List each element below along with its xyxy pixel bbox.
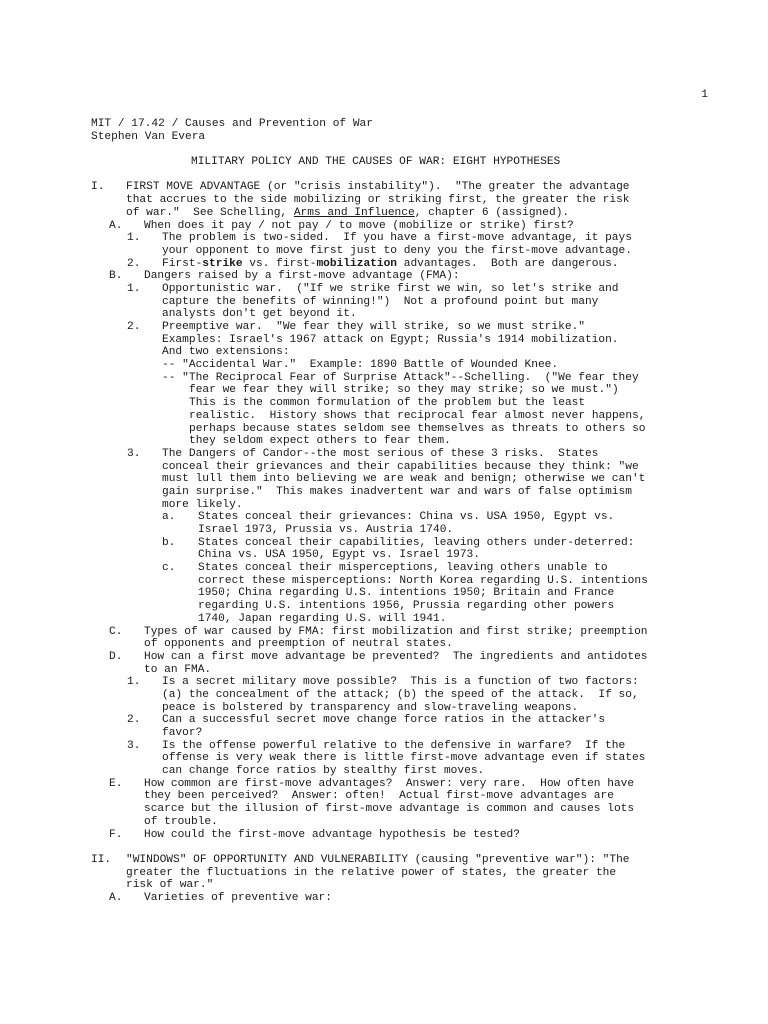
text-run: analysts don't get beyond it.	[162, 308, 357, 321]
bold-term: mobilization	[316, 257, 398, 270]
outline-line	[91, 892, 731, 905]
text-run: of opponents and preemption of neutral states.	[144, 638, 453, 651]
author-line	[91, 131, 731, 144]
outline-line	[91, 397, 731, 410]
text-run: regarding U.S. intentions 1956, Prussia regarding other powers	[198, 600, 615, 613]
outline-line	[91, 867, 731, 880]
outline-line	[91, 752, 731, 765]
spacer	[91, 143, 731, 156]
outline-marker: 1.	[127, 282, 141, 295]
outline-line	[91, 740, 731, 753]
outline-text	[126, 181, 630, 194]
outline-text	[198, 613, 446, 626]
outline-marker: D.	[109, 650, 123, 663]
outline-text	[162, 727, 202, 740]
text-run: risk of war."	[126, 879, 214, 892]
outline-text	[162, 245, 632, 258]
outline-line	[91, 600, 731, 613]
outline-line	[91, 245, 731, 258]
outline-line	[91, 410, 731, 423]
outline-line	[91, 778, 731, 791]
outline-marker: 3.	[127, 739, 141, 752]
outline-text	[162, 334, 619, 347]
outline-line	[91, 499, 731, 512]
outline-text	[162, 461, 639, 474]
outline-text	[198, 524, 453, 537]
text-run: to an FMA.	[144, 663, 212, 676]
text-run: -- "Accidental War." Example: 1890 Battle of Wounded Knee.	[162, 359, 559, 372]
spacer	[91, 841, 731, 854]
outline-text	[126, 879, 213, 892]
outline-line	[91, 790, 731, 803]
book-title: Arms and Influence	[293, 206, 415, 219]
course-title: MIT / 17.42 / Causes and Prevention of War	[91, 118, 373, 130]
outline-line	[91, 664, 731, 677]
outline-marker: 3.	[127, 447, 141, 460]
outline-line	[91, 575, 731, 588]
text-run: Can a successful secret move change force ratios in the attacker's	[162, 714, 606, 727]
outline-text	[144, 816, 218, 829]
outline	[91, 181, 731, 904]
outline-text	[126, 867, 616, 880]
outline-text	[162, 473, 645, 486]
outline-line	[91, 448, 731, 461]
outline-line	[91, 423, 731, 436]
outline-text	[198, 600, 614, 613]
text-run: capture the benefits of winning!") Not a profound point but many	[162, 295, 599, 308]
outline-text	[162, 740, 625, 753]
outline-text	[162, 308, 357, 321]
outline-line	[91, 321, 731, 334]
text-run: States conceal their misperceptions, leaving others unable to	[198, 562, 608, 575]
outline-line	[91, 372, 731, 385]
outline-text	[198, 562, 608, 575]
outline-text	[162, 372, 639, 385]
outline-text	[162, 676, 639, 689]
text-run: The problem is two-sided. If you have a first-move advantage, it pays	[162, 232, 632, 245]
outline-text	[162, 359, 558, 372]
text-run: correct these misperceptions: North Korea regarding U.S. intentions	[198, 574, 648, 587]
outline-text	[144, 778, 634, 791]
text-run: can change force ratios by stealthy first moves.	[162, 765, 485, 778]
text-run: they been perceived? Answer: often! Actual first-move advantages are	[144, 790, 614, 803]
outline-line	[91, 181, 731, 194]
text-run: more likely.	[162, 498, 243, 511]
outline-line	[91, 207, 731, 220]
outline-line	[91, 854, 731, 867]
text-run: Is a secret military move possible? This is a function of two factors:	[162, 676, 639, 689]
outline-line	[91, 270, 731, 283]
outline-line	[91, 638, 731, 651]
text-run: your opponent to move first just to deny you the first-move advantage.	[162, 244, 632, 257]
outline-line	[91, 359, 731, 372]
outline-line	[91, 296, 731, 309]
text-run: "WINDOWS" OF OPPORTUNITY AND VULNERABILITY (causing "preventive war"): "The	[126, 853, 630, 866]
outline-text	[162, 702, 578, 715]
text-run: gain surprise." This makes inadvertent war and wars of false optimism	[162, 485, 632, 498]
text-run: The Dangers of Candor--the most serious of these 3 risks. States	[162, 447, 599, 460]
text-run: China vs. USA 1950, Egypt vs. Israel 1973.	[198, 549, 480, 562]
text-run: offense is very weak there is little first-move advantage even if states	[162, 752, 646, 765]
text-run: vs. first-	[242, 257, 317, 270]
outline-line	[91, 194, 731, 207]
outline-marker: 2.	[127, 321, 141, 333]
text-run: 1950; China regarding U.S. intentions 1950; Britain and France	[198, 587, 615, 600]
outline-text	[189, 423, 646, 436]
text-run: States conceal their grievances: China vs. USA 1950, Egypt vs.	[198, 511, 615, 524]
author-name: Stephen Van Evera	[91, 130, 206, 143]
text-run: Is the offense powerful relative to the defensive in warfare? If the	[162, 739, 626, 752]
document-title-line	[91, 156, 731, 169]
outline-text	[144, 829, 520, 842]
outline-text	[162, 499, 243, 512]
outline-text	[126, 854, 630, 867]
outline-line	[91, 626, 731, 639]
outline-text	[162, 689, 639, 702]
outline-line	[91, 435, 731, 448]
outline-marker: A.	[109, 891, 123, 904]
outline-marker: 2.	[127, 257, 141, 270]
outline-marker: c.	[162, 562, 176, 575]
text-run: Types of war caused by FMA: first mobilization and first strike; preemption	[144, 625, 648, 638]
outline-marker: a.	[162, 511, 176, 524]
outline-text	[144, 270, 460, 283]
outline-text	[162, 486, 632, 499]
text-run: When does it pay / not pay / to move (mobilize or strike) first?	[144, 219, 574, 232]
outline-text	[144, 220, 574, 233]
text-run: of trouble.	[144, 815, 218, 828]
outline-line	[91, 473, 731, 486]
outline-text	[126, 194, 630, 207]
outline-line	[91, 613, 731, 626]
outline-line	[91, 308, 731, 321]
outline-marker: F.	[109, 828, 123, 841]
text-run: States conceal their capabilities, leaving others under-deterred:	[198, 536, 635, 549]
outline-marker: 1.	[127, 676, 141, 689]
text-run: advantages. Both are dangerous.	[397, 257, 619, 270]
outline-text	[198, 549, 480, 562]
outline-marker: I.	[91, 181, 105, 194]
outline-marker: B.	[109, 270, 123, 283]
outline-line	[91, 511, 731, 524]
outline-line	[91, 346, 731, 359]
outline-line	[91, 702, 731, 715]
outline-text	[162, 346, 290, 359]
outline-line	[91, 549, 731, 562]
text-run: Preemptive war. "We fear they will strike, so we must strike."	[162, 321, 585, 333]
outline-line	[91, 727, 731, 740]
outline-line	[91, 461, 731, 474]
outline-line	[91, 689, 731, 702]
outline-text	[144, 651, 648, 664]
outline-text	[198, 575, 648, 588]
outline-text	[198, 537, 634, 550]
text-run: peace is bolstered by transparency and slow-traveling weapons.	[162, 701, 579, 714]
outline-text	[162, 765, 484, 778]
outline-text	[144, 626, 648, 639]
text-run: must lull them into believing we are weak and benign; otherwise we can't	[162, 473, 646, 486]
outline-text	[198, 511, 614, 524]
bold-term: strike	[202, 257, 243, 270]
outline-marker: 1.	[127, 232, 141, 245]
text-run: How common are first-move advantages? Answer: very rare. How often have	[144, 777, 635, 790]
document-title: MILITARY POLICY AND THE CAUSES OF WAR: EIGHT HYPOTHESES	[191, 156, 561, 169]
outline-text	[162, 321, 585, 334]
outline-text	[162, 232, 632, 245]
outline-marker: E.	[109, 777, 123, 790]
text-run: they seldom expect others to fear them.	[189, 435, 451, 448]
outline-line	[91, 879, 731, 892]
outline-text	[144, 664, 211, 677]
outline-line	[91, 537, 731, 550]
text-run: How could the first-move advantage hypothesis be tested?	[144, 828, 520, 841]
outline-text	[198, 587, 614, 600]
course-line	[91, 118, 731, 131]
outline-text	[189, 384, 619, 397]
outline-line	[91, 587, 731, 600]
outline-text	[144, 638, 453, 651]
outline-text	[144, 803, 634, 816]
outline-text	[144, 892, 332, 905]
outline-marker: II.	[91, 853, 112, 866]
outline-text	[162, 296, 598, 309]
text-run: Dangers raised by a first-move advantage (FMA):	[144, 270, 460, 283]
outline-line	[91, 816, 731, 829]
text-run: Opportunistic war. ("If we strike first we win, so let's strike and	[162, 282, 619, 295]
text-run: 1740, Japan regarding U.S. will 1941.	[198, 612, 447, 625]
outline-line	[91, 232, 731, 245]
text-run: scarce but the illusion of first-move advantage is common and causes lots	[144, 803, 635, 816]
text-run: favor?	[162, 727, 203, 739]
text-run: greater the fluctuations in the relative power of states, the greater the	[126, 866, 617, 879]
text-run: This is the common formulation of the problem but the least	[189, 397, 586, 410]
outline-text	[144, 790, 614, 803]
text-run: fear we fear they will strike; so they may strike; so we must.")	[189, 384, 619, 397]
text-run: FIRST MOVE ADVANTAGE (or "crisis instability"). "The greater the advantage	[126, 181, 630, 194]
outline-line	[91, 384, 731, 397]
outline-marker: 2.	[127, 714, 141, 727]
outline-text	[162, 752, 645, 765]
text-run: -- "The Reciprocal Fear of Surprise Attack"--Schelling. ("We fear they	[162, 371, 639, 384]
text-run: Varieties of preventive war:	[144, 891, 332, 904]
text-run: (a) the concealment of the attack; (b) the speed of the attack. If so,	[162, 688, 639, 701]
spacer	[91, 169, 731, 182]
outline-text	[162, 283, 619, 296]
outline-line	[91, 829, 731, 842]
outline-line	[91, 524, 731, 537]
outline-line	[91, 334, 731, 347]
text-run: And two extensions:	[162, 346, 290, 359]
text-run: First-	[162, 257, 203, 270]
text-run: of war." See Schelling,	[126, 206, 294, 219]
text-run: conceal their grievances and their capabilities because they think: "we	[162, 460, 639, 473]
outline-line	[91, 258, 731, 271]
outline-line	[91, 486, 731, 499]
outline-marker: C.	[109, 625, 123, 638]
outline-text	[126, 207, 569, 220]
outline-text	[162, 258, 619, 271]
outline-line	[91, 651, 731, 664]
outline-line	[91, 676, 731, 689]
outline-text	[189, 397, 585, 410]
outline-line	[91, 562, 731, 575]
outline-line	[91, 220, 731, 233]
outline-text	[189, 410, 646, 423]
outline-text	[189, 435, 451, 448]
page-number: 1	[701, 89, 708, 101]
outline-line	[91, 803, 731, 816]
outline-text	[162, 448, 598, 461]
text-run: , chapter 6 (assigned).	[414, 206, 570, 219]
outline-text	[162, 714, 605, 727]
outline-marker: A.	[109, 219, 123, 232]
text-run: realistic. History shows that reciprocal fear almost never happens,	[189, 409, 646, 422]
text-run: that accrues to the side mobilizing or striking first, the greater the risk	[126, 194, 630, 207]
outline-marker: b.	[162, 536, 176, 549]
text-run: perhaps because states seldom see themselves as threats to others so	[189, 422, 646, 435]
outline-line	[91, 765, 731, 778]
outline-line	[91, 714, 731, 727]
outline-line	[91, 283, 731, 296]
text-run: Examples: Israel's 1967 attack on Egypt; Russia's 1914 mobilization.	[162, 333, 619, 346]
text-run: Israel 1973, Prussia vs. Austria 1740.	[198, 524, 454, 536]
text-run: How can a first move advantage be prevented? The ingredients and antidotes	[144, 650, 648, 663]
document-body	[91, 118, 731, 905]
